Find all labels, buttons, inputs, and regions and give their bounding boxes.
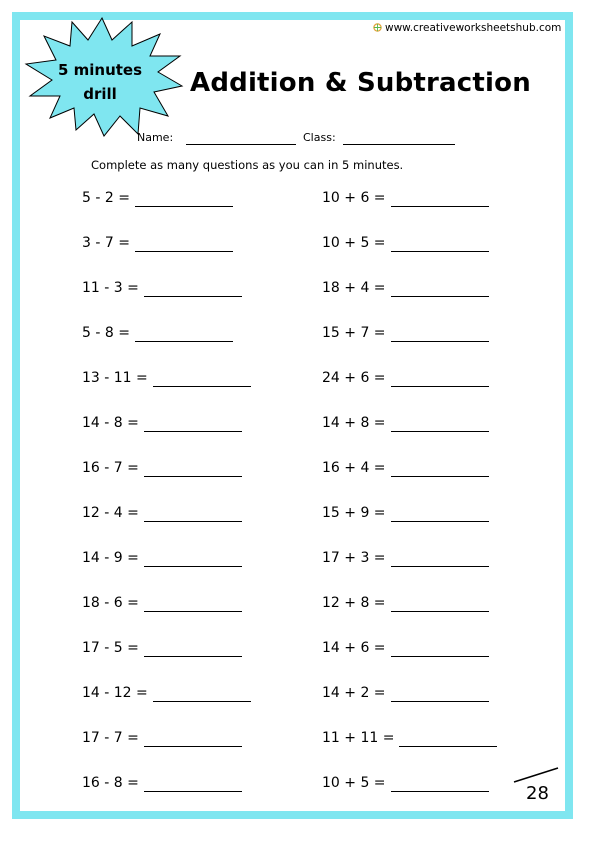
- question-label: 15 + 7 =: [322, 325, 386, 341]
- answer-blank[interactable]: [144, 746, 242, 747]
- answer-blank[interactable]: [391, 296, 489, 297]
- answer-blank[interactable]: [144, 791, 242, 792]
- answer-blank[interactable]: [391, 521, 489, 522]
- answer-blank[interactable]: [153, 701, 251, 702]
- answer-blank[interactable]: [135, 206, 233, 207]
- question-label: 10 + 6 =: [322, 190, 386, 206]
- question-label: 12 - 4 =: [82, 505, 139, 521]
- class-label: Class:: [303, 131, 336, 144]
- question-label: 11 + 11 =: [322, 730, 395, 746]
- answer-blank[interactable]: [144, 296, 242, 297]
- question-label: 18 + 4 =: [322, 280, 386, 296]
- instructions: Complete as many questions as you can in 5 minutes.: [91, 158, 404, 172]
- page-number: 28: [526, 783, 549, 804]
- website-url: [373, 22, 561, 34]
- answer-blank[interactable]: [391, 206, 489, 207]
- answer-blank[interactable]: [391, 386, 489, 387]
- name-label: Name:: [137, 131, 174, 144]
- question-label: 14 - 8 =: [82, 415, 139, 431]
- answer-blank[interactable]: [391, 656, 489, 657]
- answer-blank[interactable]: [135, 251, 233, 252]
- answer-blank[interactable]: [144, 521, 242, 522]
- answer-blank[interactable]: [144, 431, 242, 432]
- question-label: 24 + 6 =: [322, 370, 386, 386]
- question-label: 17 + 3 =: [322, 550, 386, 566]
- answer-blank[interactable]: [391, 431, 489, 432]
- answer-blank[interactable]: [391, 341, 489, 342]
- page-number-slash: [512, 766, 560, 784]
- question-label: 3 - 7 =: [82, 235, 130, 251]
- answer-blank[interactable]: [391, 251, 489, 252]
- answer-blank[interactable]: [399, 746, 497, 747]
- question-label: 14 + 2 =: [322, 685, 386, 701]
- answer-blank[interactable]: [153, 386, 251, 387]
- question-label: 17 - 7 =: [82, 730, 139, 746]
- question-label: 14 + 6 =: [322, 640, 386, 656]
- question-label: 15 + 9 =: [322, 505, 386, 521]
- question-label: 12 + 8 =: [322, 595, 386, 611]
- question-label: 16 + 4 =: [322, 460, 386, 476]
- answer-blank[interactable]: [135, 341, 233, 342]
- page-title: Addition & Subtraction: [190, 68, 531, 98]
- answer-blank[interactable]: [391, 566, 489, 567]
- answer-blank[interactable]: [144, 566, 242, 567]
- badge-line-1: 5 minutes: [57, 61, 143, 79]
- question-label: 5 - 2 =: [82, 190, 130, 206]
- question-label: 14 - 12 =: [82, 685, 148, 701]
- answer-blank[interactable]: [391, 791, 489, 792]
- question-label: 18 - 6 =: [82, 595, 139, 611]
- question-label: 14 + 8 =: [322, 415, 386, 431]
- answer-blank[interactable]: [144, 611, 242, 612]
- answer-blank[interactable]: [391, 611, 489, 612]
- name-field[interactable]: [186, 144, 296, 145]
- class-field[interactable]: [343, 144, 455, 145]
- question-label: 10 + 5 =: [322, 235, 386, 251]
- website-url-text: www.creativeworksheetshub.com: [385, 22, 562, 34]
- globe-icon: [373, 23, 382, 32]
- answer-blank[interactable]: [144, 476, 242, 477]
- question-label: 5 - 8 =: [82, 325, 130, 341]
- answer-blank[interactable]: [391, 701, 489, 702]
- badge-line-2: drill: [83, 85, 117, 103]
- question-label: 17 - 5 =: [82, 640, 139, 656]
- question-label: 11 - 3 =: [82, 280, 139, 296]
- question-label: 10 + 5 =: [322, 775, 386, 791]
- answer-blank[interactable]: [144, 656, 242, 657]
- question-label: 14 - 9 =: [82, 550, 139, 566]
- question-label: 16 - 8 =: [82, 775, 139, 791]
- question-label: 16 - 7 =: [82, 460, 139, 476]
- answer-blank[interactable]: [391, 476, 489, 477]
- question-label: 13 - 11 =: [82, 370, 148, 386]
- drill-badge: [40, 58, 160, 106]
